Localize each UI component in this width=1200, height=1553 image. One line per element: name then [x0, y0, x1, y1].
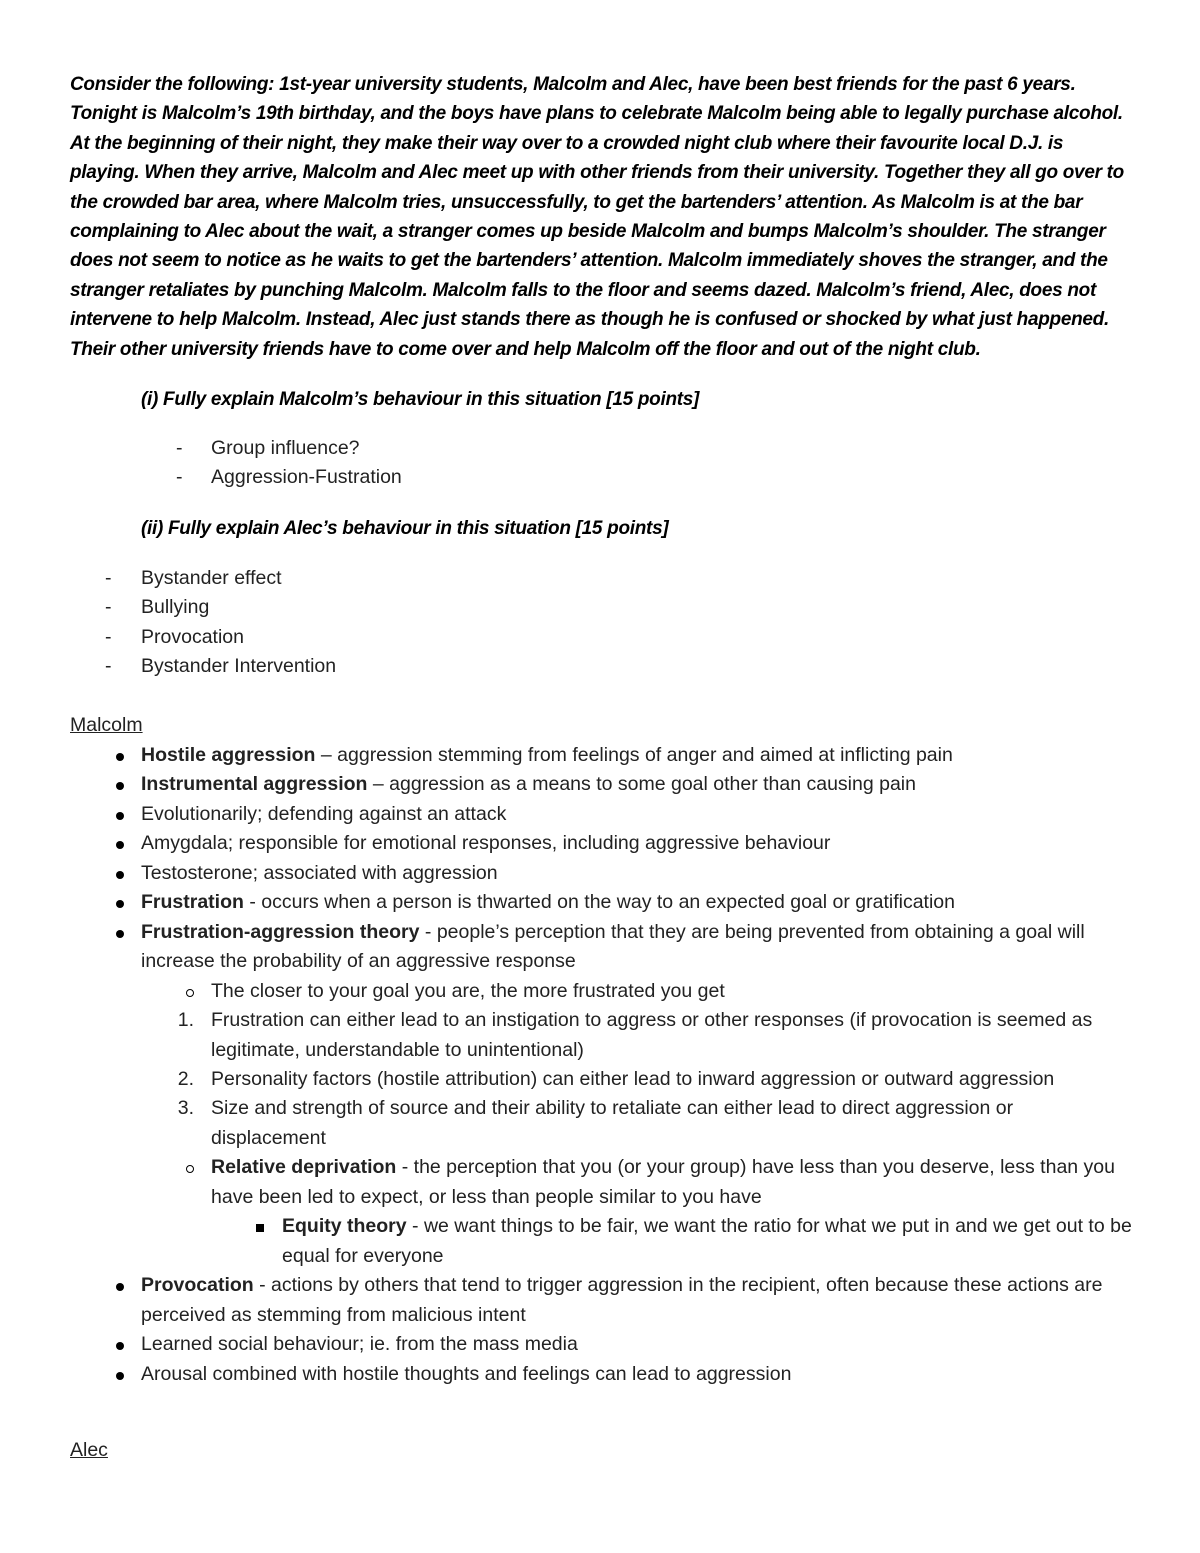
- list-item: Relative deprivation - the perception that you (or your group) have less than you deserve, less than you have been led to expect, or less than people similar to you have: [0, 1153, 1200, 1212]
- alec-heading: Alec: [70, 1439, 108, 1461]
- list-item: Instrumental aggression – aggression as a means to some goal other than causing pain: [0, 770, 1200, 799]
- question-1: (i) Fully explain Malcolm’s behaviour in this situation [15 points]: [141, 389, 700, 410]
- list-item: - Aggression-Fustration: [176, 466, 402, 489]
- bullet-icon: [116, 782, 124, 790]
- list-item: Frustration-aggression theory - people’s perception that they are being prevented from obtaining a goal will increase the probability of an aggressive response: [0, 918, 1200, 977]
- list-item: Equity theory - we want things to be fair, we want the ratio for what we put in and we get out to be equal for everyone: [0, 1212, 1200, 1271]
- list-item: Arousal combined with hostile thoughts and feelings can lead to aggression: [0, 1360, 1200, 1389]
- bullet-icon: [116, 841, 124, 849]
- question-2: (ii) Fully explain Alec’s behaviour in this situation [15 points]: [141, 518, 669, 539]
- bullet-icon: [116, 753, 124, 761]
- bullet-icon: [116, 1283, 124, 1291]
- bullet-icon: [116, 812, 124, 820]
- list-item: 3. Size and strength of source and their ability to retaliate can either lead to direct aggression or displacement: [177, 1097, 1014, 1149]
- question-1-answers: [176, 434, 402, 493]
- bullet-icon: [116, 930, 124, 938]
- scenario-paragraph: Consider the following: 1st-year university students, Malcolm and Alec, have been best friends for the past 6 years. Tonight is Malcolm’s 19th birthday, and the boys have plans to celebrate Malcolm being able to legally purchase alcohol. At the beginning of their night, they make their way over to a crowded night club where their favourite local D.J. is playing. When they arrive, Malcolm and Alec meet up with other friends from their university. Together they all go over to the crowded bar area, where Malcolm tries, unsuccessfully, to get the bartenders’ attention. As Malcolm is at the bar complaining to Alec about the wait, a stranger comes up beside Malcolm and bumps Malcolm’s shoulder. The stranger does not seem to notice as he waits to get the bartenders’ attention. Malcolm immediately shoves the stranger, and the stranger retaliates by punching Malcolm. Malcolm falls to the floor and seems dazed. Malcolm’s friend, Alec, does not intervene to help Malcolm. Instead, Alec just stands there as though he is confused or shocked by what just happened. Their other university friends have to come over and help Malcolm off the floor and out of the night club.: [70, 74, 1124, 360]
- list-item: 2. Personality factors (hostile attribution) can either lead to inward aggression or outward aggression: [177, 1067, 1055, 1090]
- hollow-bullet-icon: [186, 1165, 194, 1173]
- list-item: Frustration - occurs when a person is thwarted on the way to an expected goal or gratification: [0, 888, 1200, 917]
- question-2-answers: [105, 564, 336, 682]
- list-item: - Group influence?: [176, 437, 360, 459]
- list-item: - Bystander effect: [105, 567, 282, 589]
- list-item: - Provocation: [105, 625, 244, 648]
- bullet-icon: [116, 1372, 124, 1380]
- list-item: Learned social behaviour; ie. from the mass media: [0, 1330, 1200, 1359]
- malcolm-notes: [0, 741, 1200, 1389]
- list-item: - Bullying: [105, 596, 210, 619]
- list-item: 1. Frustration can either lead to an instigation to aggress or other responses (if provocation is seemed as legitimate, understandable to unintentional): [177, 1009, 1093, 1061]
- list-item: - Bystander Intervention: [105, 655, 337, 678]
- malcolm-heading: Malcolm: [70, 714, 143, 736]
- square-bullet-icon: [256, 1224, 264, 1232]
- list-item: Provocation - actions by others that tend to trigger aggression in the recipient, often because these actions are perceived as stemming from malicious intent: [0, 1271, 1200, 1330]
- hollow-bullet-icon: [186, 989, 194, 997]
- bullet-icon: [116, 900, 124, 908]
- list-item: Amygdala; responsible for emotional responses, including aggressive behaviour: [0, 829, 1200, 858]
- bullet-icon: [116, 1342, 124, 1350]
- list-item: Hostile aggression – aggression stemming from feelings of anger and aimed at inflicting pain: [0, 741, 1200, 770]
- list-item: The closer to your goal you are, the more frustrated you get: [0, 977, 1200, 1006]
- bullet-icon: [116, 871, 124, 879]
- list-item: Testosterone; associated with aggression: [0, 859, 1200, 888]
- list-item: Evolutionarily; defending against an attack: [0, 800, 1200, 829]
